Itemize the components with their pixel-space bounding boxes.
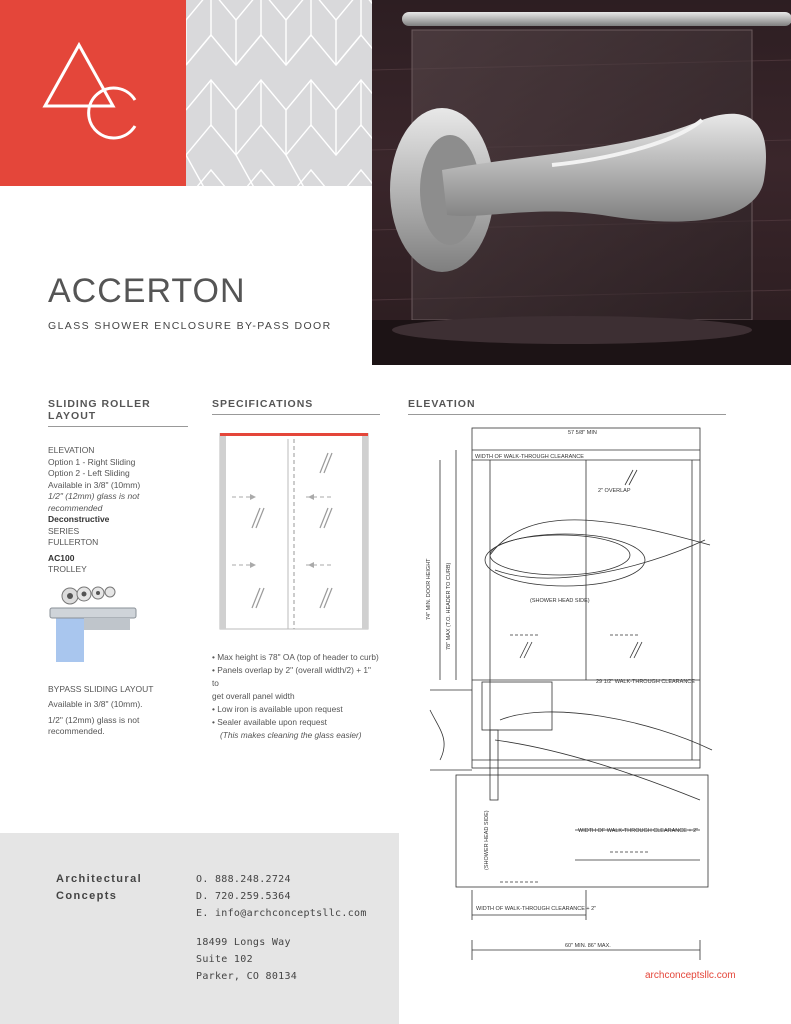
pattern-graphic bbox=[186, 0, 372, 186]
bypass-availability: Available in 3/8" (10mm). bbox=[48, 699, 143, 709]
spec-item: • Max height is 78" OA (top of header to curb) bbox=[212, 652, 379, 662]
section-heading-specifications: SPECIFICATIONS bbox=[212, 398, 380, 415]
section-heading-sliding-roller: SLIDING ROLLER LAYOUT bbox=[48, 398, 188, 427]
elevation-section bbox=[408, 398, 726, 415]
trolley-code: AC100 bbox=[48, 552, 75, 563]
trolley-label: TROLLEY bbox=[48, 564, 87, 574]
series-label: SERIES bbox=[48, 525, 80, 536]
ac-logo bbox=[0, 0, 186, 186]
spec-item: get overall panel width bbox=[212, 691, 295, 701]
address-line-1: 18499 Longs Way bbox=[196, 937, 291, 948]
series-value: FULLERTON bbox=[48, 537, 99, 547]
dim-top: 57 5/8" MIN bbox=[568, 430, 597, 436]
website-link[interactable]: archconceptsllc.com bbox=[645, 970, 736, 981]
sliding-roller-section bbox=[48, 398, 188, 738]
option-1: Option 1 - Right Sliding bbox=[48, 456, 136, 467]
email-link[interactable]: E. info@archconceptsllc.com bbox=[196, 908, 367, 919]
specifications-section bbox=[212, 398, 380, 742]
address-line-2: Suite 102 bbox=[196, 954, 253, 965]
dim-plan-shower-head: (SHOWER HEAD SIDE) bbox=[484, 810, 490, 870]
bypass-heading: BYPASS SLIDING LAYOUT bbox=[48, 683, 154, 694]
trolley-image bbox=[48, 582, 148, 672]
footer-contact-block bbox=[0, 833, 399, 1024]
spec-item: • Panels overlap by 2" (overall width/2) + 1" to bbox=[212, 665, 371, 688]
door-handle-illustration bbox=[372, 0, 791, 365]
phone-office[interactable]: O. 888.248.2724 bbox=[196, 874, 291, 885]
section-heading-elevation: ELEVATION bbox=[408, 398, 726, 415]
dim-plan-walk-2: WIDTH OF WALK-THROUGH CLEARANCE + 2" bbox=[476, 906, 597, 912]
option-2: Option 2 - Left Sliding bbox=[48, 468, 130, 478]
dim-plan-walk-1: WIDTH OF WALK-THROUGH CLEARANCE + 2" bbox=[578, 828, 699, 834]
spec-note: (This makes cleaning the glass easier) bbox=[220, 730, 362, 740]
product-title: ACCERTON bbox=[48, 272, 246, 310]
availability: Available in 3/8" (10mm) bbox=[48, 479, 141, 490]
spec-item: • Low iron is available upon request bbox=[212, 704, 343, 714]
spec-list bbox=[212, 651, 380, 742]
dim-walk-29: 29 1/2" WALK-THROUGH CLEARANCE bbox=[596, 679, 695, 685]
dim-overall: 60" MIN. 86" MAX. bbox=[565, 943, 611, 949]
dim-max-header: 78" MAX (T.O. HEADER TO CURB) bbox=[446, 562, 452, 650]
bypass-door-diagram bbox=[212, 433, 370, 633]
product-photo bbox=[372, 0, 791, 365]
logo-block bbox=[0, 0, 186, 186]
dim-door-height: 74" MIN. DOOR HEIGHT bbox=[426, 558, 432, 620]
address-line-3: Parker, CO 80134 bbox=[196, 971, 298, 982]
elevation-label: ELEVATION bbox=[48, 445, 95, 455]
company-name-line-1: Architectural bbox=[56, 873, 143, 885]
elevation-drawing bbox=[400, 420, 730, 980]
pattern-tile bbox=[186, 0, 372, 186]
phone-direct[interactable]: D. 720.259.5364 bbox=[196, 891, 291, 902]
bypass-glass-note: 1/2" (12mm) glass is not recommended. bbox=[48, 714, 140, 736]
dim-overlap: 2" OVERLAP bbox=[598, 488, 631, 494]
company-name-line-2: Concepts bbox=[56, 890, 118, 902]
dim-width-walk: WIDTH OF WALK-THROUGH CLEARANCE bbox=[475, 454, 584, 460]
product-subtitle: GLASS SHOWER ENCLOSURE BY-PASS DOOR bbox=[48, 320, 332, 332]
dim-shower-head: (SHOWER HEAD SIDE) bbox=[530, 598, 590, 604]
deconstructive-label: Deconstructive bbox=[48, 514, 110, 524]
spec-item: • Sealer available upon request bbox=[212, 717, 327, 727]
glass-note: 1/2" (12mm) glass is not recommended bbox=[48, 491, 140, 513]
